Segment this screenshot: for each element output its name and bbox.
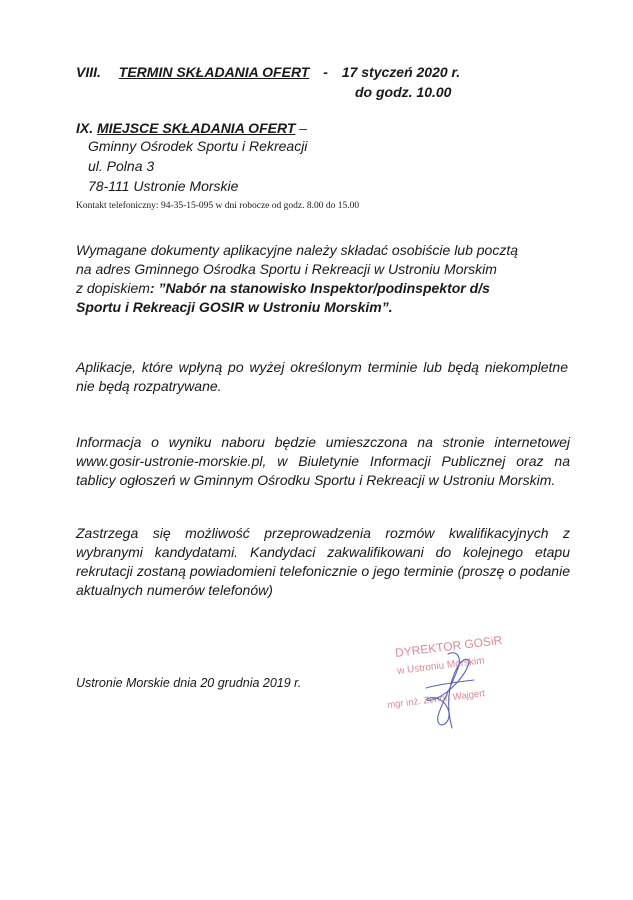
stamp-line-name: mgr inż. Zenon Wajgert [386, 688, 486, 711]
documents-position-title: : ”Nabór na stanowisko Inspektor/podinspektor d/s [149, 280, 490, 296]
section-ix-heading [76, 120, 307, 136]
handwritten-signature [378, 636, 528, 736]
place-date: Ustronie Morskie dnia 20 grudnia 2019 r. [76, 676, 302, 690]
documents-line-1: Wymagane dokumenty aplikacyjne należy składać osobiście lub pocztą [76, 242, 519, 258]
stamp-line-title: DYREKTOR GOSiR [394, 632, 503, 660]
section-viii-number: VIII. [76, 64, 101, 80]
section-viii-heading [76, 64, 556, 80]
section-ix-address [88, 136, 307, 196]
documents-line-3 [76, 279, 576, 298]
address-line-postal: 78-111 Ustronie Morskie [88, 178, 239, 194]
stamp-line-place: w Ustroniu Morskim [396, 655, 486, 677]
section-viii-time: do godz. 10.00 [355, 84, 452, 100]
section-ix-title: MIEJSCE SKŁADANIA OFERT [97, 120, 296, 136]
documents-line-4: Sportu i Rekreacji GOSIR w Ustroniu Morskim”. [76, 299, 393, 315]
contact-line: Kontakt telefoniczny: 94-35-15-095 w dni robocze od godz. 8.00 do 15.00 [76, 201, 360, 211]
section-viii-date: 17 styczeń 2020 r. [341, 64, 461, 80]
documents-line-2: na adres Gminnego Ośrodka Sportu i Rekreacji w Ustroniu Morskim [76, 261, 497, 277]
address-line-name: Gminny Ośrodek Sportu i Rekreacji [88, 138, 308, 154]
section-viii-title: TERMIN SKŁADANIA OFERT [118, 64, 310, 80]
documents-prefix: z dopiskiem [76, 280, 150, 296]
results-info-paragraph: Informacja o wyniku naboru będzie umieszczona na stronie internetowej www.gosir-ustronie-morskie.pl, w Biuletynie Informacji Publicznej oraz na tablicy ogłoszeń w Gminnym Ośrodku Sportu i Rekreacji w Ustroniu Morskim. [76, 434, 570, 488]
documents-paragraph [76, 241, 576, 317]
section-viii-dash: - [323, 64, 328, 80]
interviews-paragraph: Zastrzega się możliwość przeprowadzenia rozmów kwalifikacyjnych z wybranymi kandydatami. Kandydaci zakwalifikowani do kolejnego etapu rekrutacji zostaną powiadomieni telefonicznie o jego terminie (proszę o podanie aktualnych numerów telefonów) [76, 525, 570, 598]
late-applications-paragraph: Aplikacje, które wpłyną po wyżej określonym terminie lub będą niekompletne nie będą rozpatrywane. [76, 359, 568, 394]
section-ix-number: IX. [76, 120, 94, 136]
section-ix-dash: – [299, 120, 308, 136]
address-line-street: ul. Polna 3 [88, 158, 155, 174]
director-stamp [378, 632, 528, 736]
